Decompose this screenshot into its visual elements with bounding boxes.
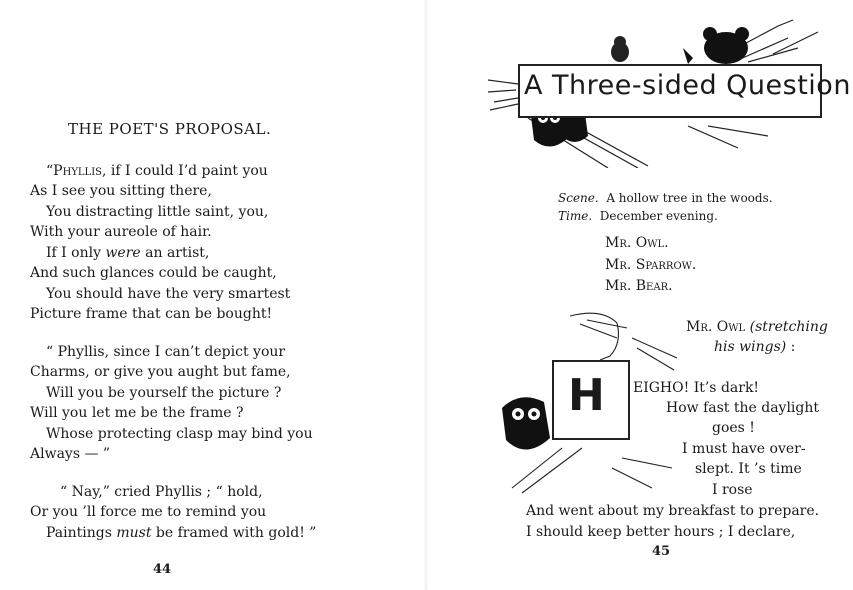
time-line (558, 209, 718, 223)
poem-line: You should have the very smartest (46, 286, 291, 302)
poem-line: “Phyllis, if I could I’d paint you (46, 163, 268, 179)
poem-line: Picture frame that can be bought! (30, 306, 273, 322)
time-text: December evening. (599, 209, 718, 223)
poem-line: Or you ’ll force me to remind you (30, 504, 267, 520)
cast-member: Mr. Bear. (605, 278, 673, 294)
poem-line: With your aureole of hair. (30, 224, 212, 240)
page-number-left: 44 (153, 562, 172, 577)
poem-line: Will you let me be the frame ? (30, 405, 244, 421)
stage-direction: his wings) : (714, 339, 796, 355)
verse-line: slept. It ’s time (695, 461, 802, 477)
drop-initial: H (568, 370, 605, 421)
poem-line: If I only were an artist, (46, 245, 210, 261)
poem-line: Paintings must be framed with gold! ” (46, 525, 317, 541)
verse-line: I should keep better hours ; I declare, (526, 524, 796, 540)
cast-member: Mr. Sparrow. (605, 257, 697, 273)
poem-line: “ Nay,” cried Phyllis ; “ hold, (60, 484, 263, 500)
scene-line (558, 191, 773, 205)
poem-line: Charms, or give you aught but fame, (30, 364, 291, 380)
page-number-right: 45 (652, 544, 671, 559)
verse-line: I rose (712, 482, 753, 498)
scene-text: A hollow tree in the woods. (606, 191, 773, 205)
verse-line: How fast the daylight (666, 400, 820, 416)
verse-line: I must have over- (682, 441, 806, 457)
poem-line: You distracting little saint, you, (46, 204, 269, 220)
speaker-label: Mr. Owl (686, 319, 746, 335)
cast-member: Mr. Owl. (605, 235, 669, 251)
poem-line: Will you be yourself the picture ? (46, 385, 282, 401)
chapter-heading: A Three-sided Question (524, 70, 851, 101)
poem-line: And such glances could be caught, (30, 265, 277, 281)
poem-title: THE POET'S PROPOSAL. (68, 120, 272, 138)
poem-line: Always — ” (30, 446, 111, 462)
verse-line: goes ! (712, 420, 755, 436)
poem-line: “ Phyllis, since I can’t depict your (46, 344, 286, 360)
verse-line: EIGHO! It’s dark! (633, 380, 760, 396)
poem-line: As I see you sitting there, (30, 183, 212, 199)
scene-label: Scene. (558, 191, 599, 205)
speaker-name: Mr. Owl (stretching (686, 319, 828, 335)
verse-line: And went about my breakfast to prepare. (526, 503, 820, 519)
time-label: Time. (558, 209, 593, 223)
poem-line: Whose protecting clasp may bind you (46, 426, 313, 442)
